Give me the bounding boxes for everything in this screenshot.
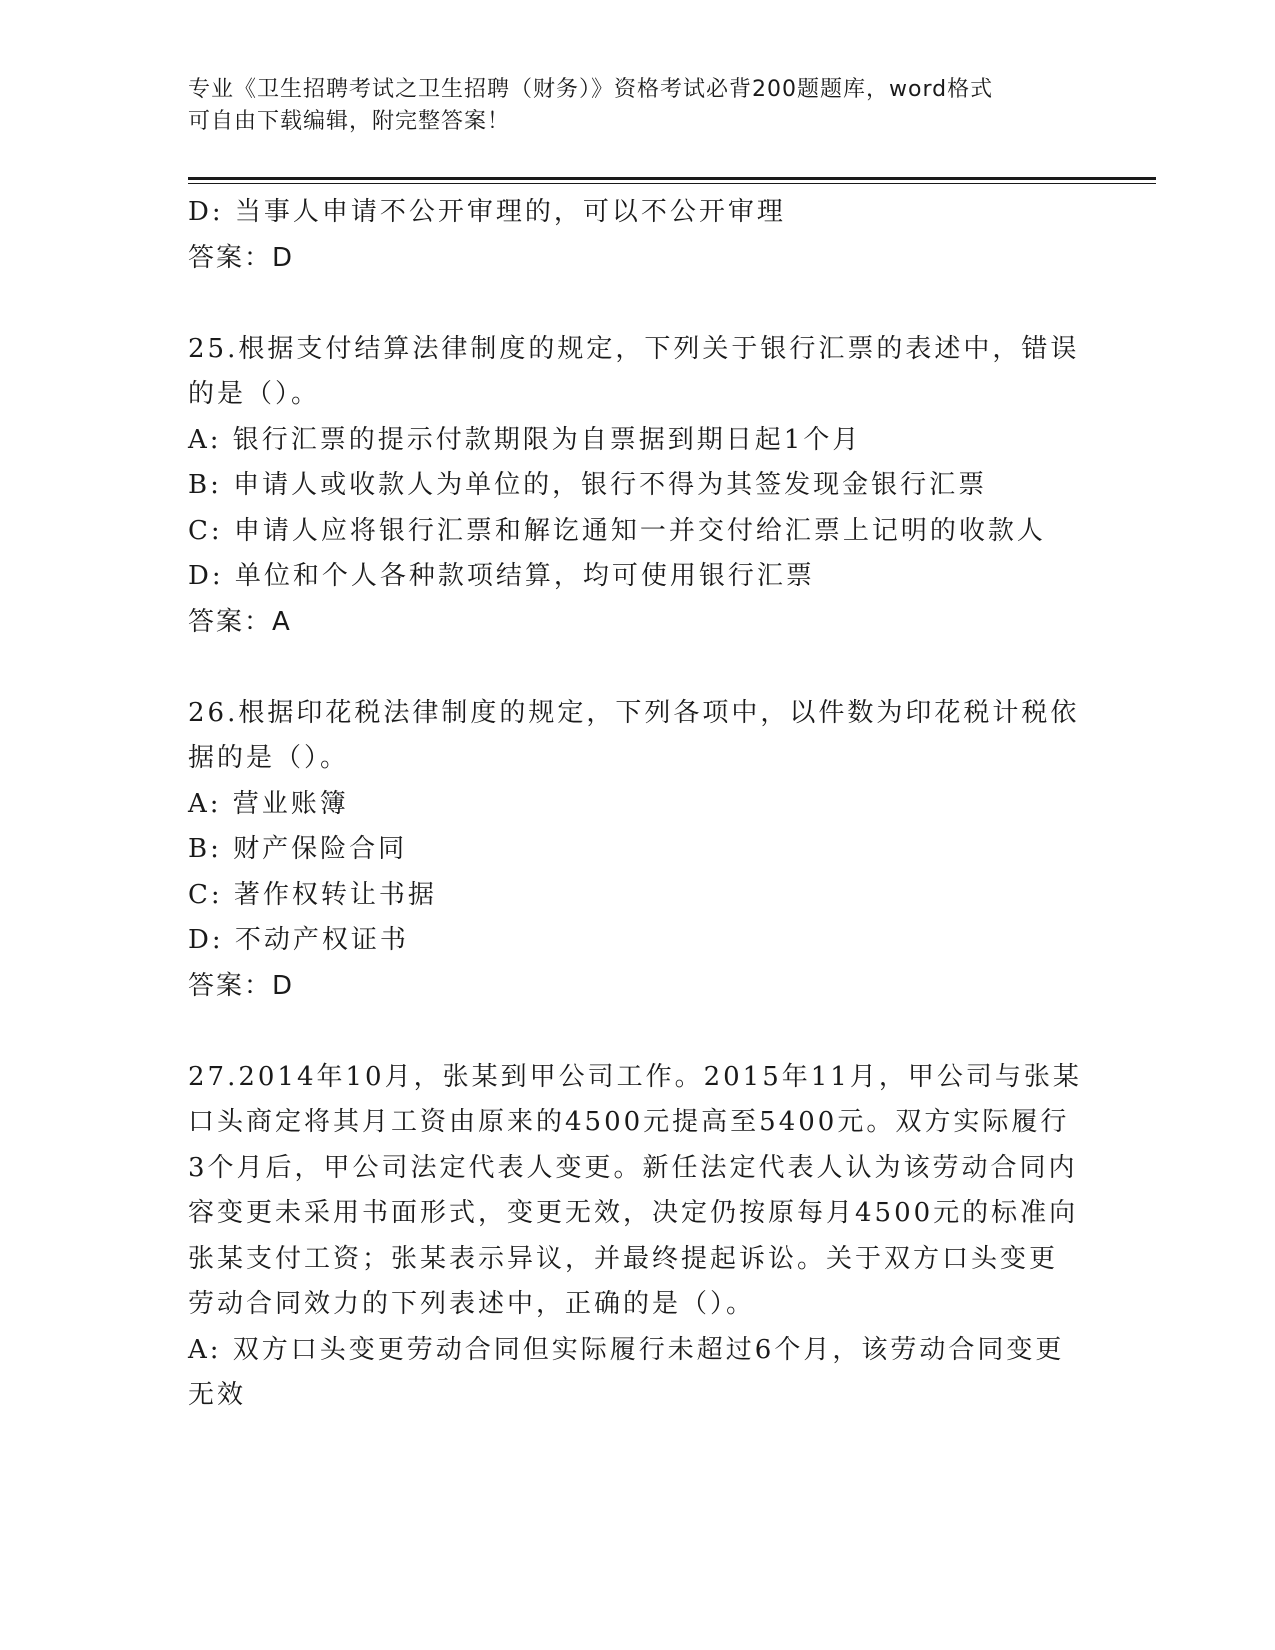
option-a: A: 营业账簿 <box>188 788 349 819</box>
spacer <box>188 1009 1088 1055</box>
option-a: A: 银行汇票的提示付款期限为自票据到期日起1个月 <box>188 424 862 455</box>
question-26 <box>188 691 1088 1010</box>
header-line-1: 专业《卫生招聘考试之卫生招聘（财务）》资格考试必背200题题库，word格式 <box>188 77 994 102</box>
answer: 答案：D <box>188 970 295 1001</box>
question-stem-line: 的是（）。 <box>188 379 321 409</box>
question-stem-line: 口头商定将其月工资由原来的4500元提高至5400元。双方实际履行 <box>188 1107 1070 1137</box>
option-b: B: 财产保险合同 <box>188 834 408 864</box>
answer: 答案：D <box>188 242 295 273</box>
option-a-continuation: 无效 <box>188 1380 247 1410</box>
header-line-2: 可自由下载编辑，附完整答案！ <box>188 109 511 134</box>
spacer <box>188 281 1088 327</box>
option-c: C: 申请人应将银行汇票和解讫通知一并交付给汇票上记明的收款人 <box>188 515 1046 546</box>
option-d: D: 当事人申请不公开审理的，可以不公开审理 <box>188 197 786 227</box>
document-header <box>188 74 1068 138</box>
spacer <box>188 645 1088 691</box>
header-rule-thick <box>188 177 1156 180</box>
question-25 <box>188 327 1088 646</box>
document-body <box>188 190 1088 1419</box>
answer: 答案：A <box>188 606 292 637</box>
option-c: C: 著作权转让书据 <box>188 879 437 910</box>
option-a: A: 双方口头变更劳动合同但实际履行未超过6个月，该劳动合同变更 <box>188 1334 1065 1365</box>
question-stem-line: 容变更未采用书面形式，变更无效，决定仍按原每月4500元的标准向 <box>188 1198 1079 1228</box>
option-d: D: 单位和个人各种款项结算，均可使用银行汇票 <box>188 561 815 591</box>
question-stem-line: 27.2014年10月，张某到甲公司工作。2015年11月，甲公司与张某 <box>188 1061 1082 1092</box>
question-24-tail <box>188 190 1088 281</box>
header-rule-thin <box>188 183 1156 184</box>
question-stem-line: 据的是（）。 <box>188 743 350 773</box>
option-b: B: 申请人或收款人为单位的，银行不得为其签发现金银行汇票 <box>188 470 988 500</box>
question-stem-line: 劳动合同效力的下列表述中，正确的是（）。 <box>188 1289 756 1319</box>
question-stem-line: 25.根据支付结算法律制度的规定，下列关于银行汇票的表述中，错误 <box>188 333 1080 364</box>
option-d: D: 不动产权证书 <box>188 925 409 955</box>
question-stem-line: 3个月后，甲公司法定代表人变更。新任法定代表人认为该劳动合同内 <box>188 1152 1078 1183</box>
question-stem-line: 26.根据印花税法律制度的规定，下列各项中，以件数为印花税计税依 <box>188 697 1080 728</box>
question-27 <box>188 1055 1088 1419</box>
question-stem-line: 张某支付工资；张某表示异议，并最终提起诉讼。关于双方口头变更 <box>188 1243 1059 1274</box>
